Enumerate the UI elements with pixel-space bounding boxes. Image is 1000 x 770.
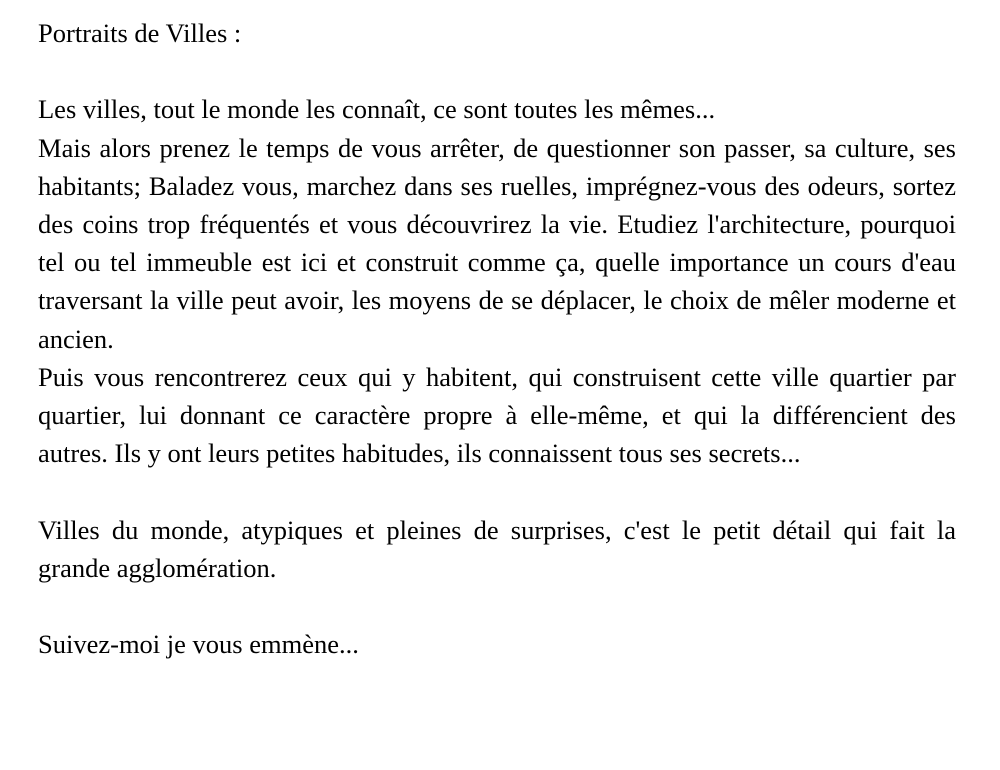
- paragraph-inhabitants: Puis vous rencontrerez ceux qui y habitent, qui construisent cette ville quartier par quartier, lui donnant ce caractère propre à elle-même, et qui la différencient des autres. Ils y ont leurs petites habitudes, ils connaissent tous ses secrets...: [38, 361, 956, 469]
- paragraph-explore: Mais alors prenez le temps de vous arrêter, de questionner son passer, sa culture, ses habitants; Baladez vous, marchez dans ses ruelles, imprégnez-vous des odeurs, sortez des coins trop fréquentés et vous découvrirez la vie. Etudiez l'architecture, pourquoi tel ou tel immeuble est ici et construit comme ça, quelle importance un cours d'eau traversant la ville peut avoir, les moyens de se déplacer, le choix de mêler moderne et ancien.: [38, 132, 956, 354]
- blank-line: [38, 587, 956, 625]
- paragraph-intro: Les villes, tout le monde les connaît, ce sont toutes les mêmes...: [38, 94, 716, 125]
- blank-line: [38, 52, 956, 90]
- paragraph-cities-of-world: Villes du monde, atypiques et pleines de surprises, c'est le petit détail qui fait la grande agglomération.: [38, 514, 956, 583]
- blank-line: [38, 472, 956, 510]
- document-title: Portraits de Villes :: [38, 18, 242, 48]
- paragraph-closing: Suivez-moi je vous emmène...: [38, 629, 359, 660]
- document-body: [38, 14, 956, 663]
